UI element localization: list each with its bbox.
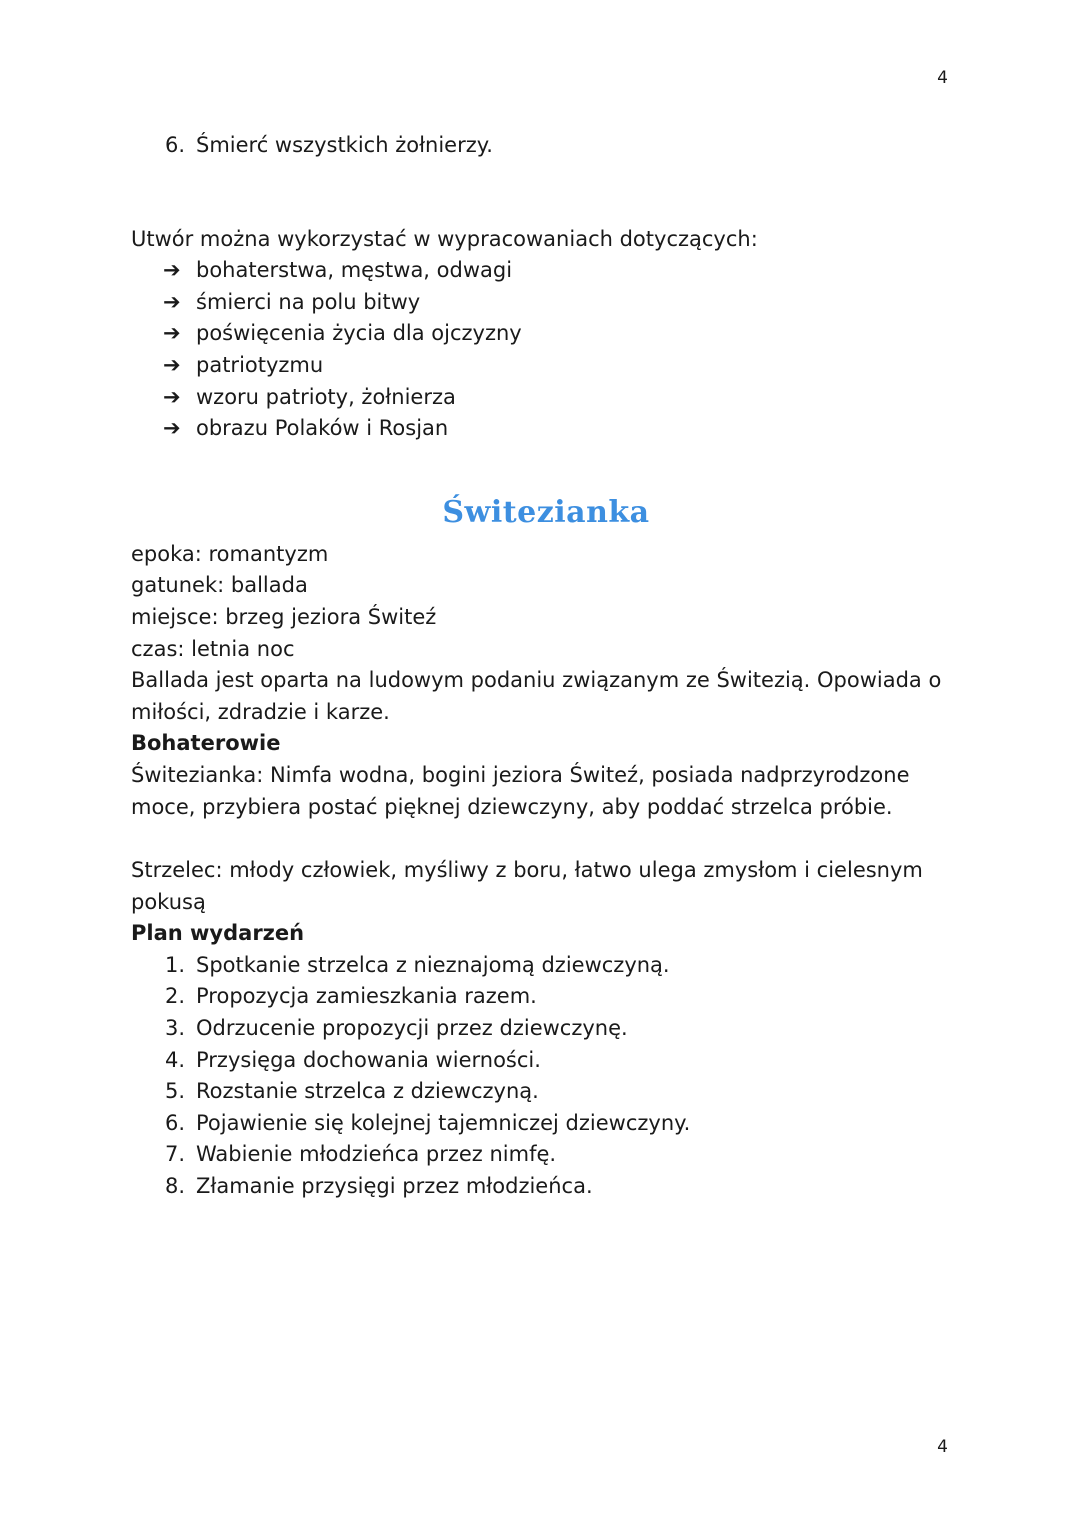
list-item [131, 1108, 961, 1140]
place-line: miejsce: brzeg jeziora Świteź [131, 604, 437, 629]
list-item [131, 318, 961, 350]
list-item-number: 6. [164, 133, 185, 157]
list-item-text: obrazu Polaków i Rosjan [196, 416, 449, 441]
plan-list [131, 950, 961, 1203]
usage-intro: Utwór można wykorzystać w wypracowaniach dotyczących: [131, 226, 758, 251]
time-line: czas: letnia noc [131, 636, 295, 661]
list-item [131, 981, 961, 1013]
list-item [131, 1076, 961, 1108]
list-item [131, 1139, 961, 1171]
list-item-text: patriotyzmu [196, 352, 324, 377]
arrow-icon: ➔ [163, 289, 181, 314]
list-item [131, 950, 961, 982]
genre-line: gatunek: ballada [131, 573, 308, 598]
list-item-text: Propozycja zamieszkania razem. [196, 984, 537, 1009]
list-item-number: 7. [164, 1142, 185, 1167]
list-item-text: Śmierć wszystkich żołnierzy. [196, 133, 493, 157]
list-item-text: śmierci na polu bitwy [196, 289, 421, 314]
arrow-icon: ➔ [163, 321, 181, 346]
list-item-text: Rozstanie strzelca z dziewczyną. [196, 1079, 539, 1104]
hero-strzelec: Strzelec: młody człowiek, myśliwy z boru, łatwo ulega zmysłom i cielesnym pokusą [131, 858, 923, 914]
list-item [131, 255, 961, 287]
list-item-text: wzoru patrioty, żołnierza [196, 384, 456, 409]
previous-plan-list [131, 130, 961, 162]
list-item-text: Złamanie przysięgi przez młodzieńca. [196, 1174, 593, 1199]
list-item [131, 382, 961, 414]
list-item [131, 350, 961, 382]
description-paragraph: Ballada jest oparta na ludowym podaniu związanym ze Świtezią. Opowiada o miłości, zdradzie i karze. [131, 668, 942, 724]
heroes-heading: Bohaterowie [131, 731, 281, 756]
list-item-number: 1. [164, 952, 185, 977]
arrow-icon: ➔ [163, 258, 181, 283]
usage-list [131, 255, 961, 445]
list-item [131, 1045, 961, 1077]
list-item [131, 1013, 961, 1045]
list-item-text: Wabienie młodzieńca przez nimfę. [196, 1142, 557, 1167]
arrow-icon: ➔ [163, 416, 181, 441]
list-item-text: poświęcenia życia dla ojczyzny [196, 321, 522, 346]
list-item [131, 287, 961, 319]
epoch-line: epoka: romantyzm [131, 541, 329, 566]
list-item [131, 1171, 961, 1203]
plan-heading: Plan wydarzeń [131, 921, 305, 946]
list-item-text: Odrzucenie propozycji przez dziewczynę. [196, 1016, 628, 1041]
document-body [131, 130, 961, 1203]
list-item-number: 2. [164, 984, 185, 1009]
list-item [131, 413, 961, 445]
arrow-icon: ➔ [163, 384, 181, 409]
section-title: Świtezianka [442, 494, 650, 530]
list-item-text: Pojawienie się kolejnej tajemniczej dziewczyny. [196, 1110, 691, 1135]
hero-switezianka: Świtezianka: Nimfa wodna, bogini jeziora Świteź, posiada nadprzyrodzone moce, przybiera postać pięknej dziewczyny, aby poddać strzelca próbie. [131, 762, 910, 819]
list-item-text: Spotkanie strzelca z nieznajomą dziewczyną. [196, 952, 670, 977]
page-number-top: 4 [937, 68, 948, 88]
list-item-text: Przysięga dochowania wierności. [196, 1047, 541, 1072]
list-item-text: bohaterstwa, męstwa, odwagi [196, 258, 513, 283]
list-item-number: 8. [164, 1174, 185, 1199]
list-item-number: 6. [164, 1110, 185, 1135]
list-item-number: 4. [164, 1047, 185, 1072]
arrow-icon: ➔ [163, 352, 181, 377]
list-item-number: 5. [164, 1079, 185, 1104]
list-item [131, 130, 961, 162]
list-item-number: 3. [164, 1016, 185, 1041]
page-number-bottom: 4 [937, 1437, 948, 1457]
